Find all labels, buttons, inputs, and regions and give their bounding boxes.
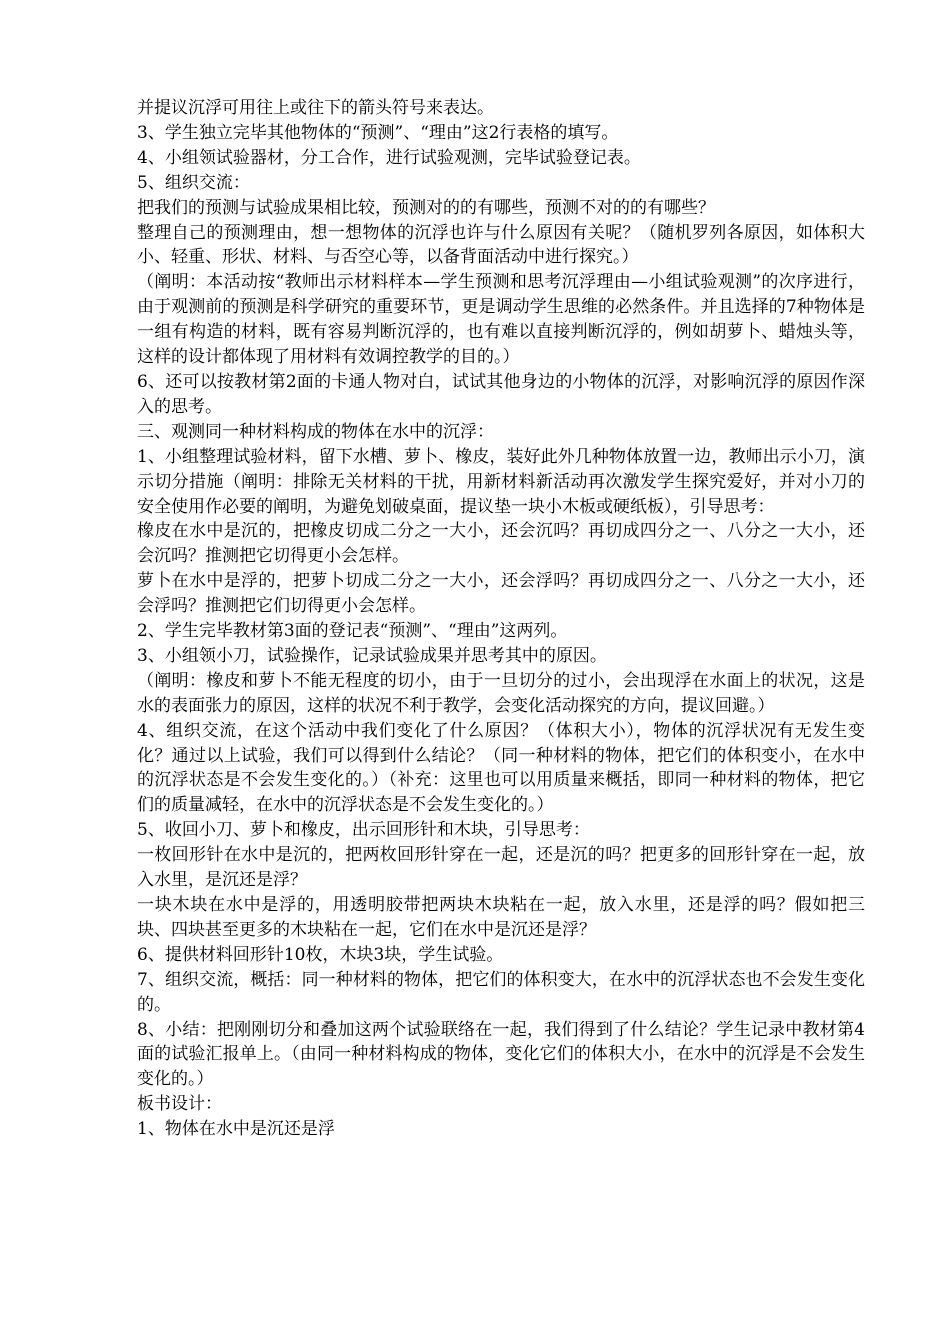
paragraph-section3-step-3: 3、小组领小刀，试验操作，记录试验成果并思考其中的原因。 bbox=[137, 645, 607, 666]
paragraph-step-5: 5、组织交流： bbox=[137, 172, 250, 193]
paragraph-step-4: 4、小组领试验器材，分工合作，进行试验观测，完毕试验登记表。 bbox=[137, 147, 641, 168]
document-body bbox=[137, 96, 865, 1142]
paragraph-section3-step-1: 1、小组整理试验材料，留下水槽、萝卜、橡皮，装好此外几种物体放置一边，教师出示小刀，演示切分措施（阐明：排除无关材料的干扰，用新材料新活动再次激发学生探究爱好，并对小刀的安全使用作必要的阐明，为避免划破桌面，提议垫一块小木板或硬纸板），引导思考： bbox=[137, 446, 865, 517]
paragraph-step-6: 6、还可以按教材第2面的卡通人物对白，试试其他身边的小物体的沉浮，对影响沉浮的原因作深入的思考。 bbox=[137, 371, 865, 417]
paragraph-section3-step-8: 8、小结：把刚刚切分和叠加这两个试验联络在一起，我们得到了什么结论？学生记录中教材第4面的试验汇报单上。（由同一种材料构成的物体，变化它们的体积大小，在水中的沉浮是不会发生变化的。） bbox=[137, 1019, 865, 1090]
paragraph-explanation-1: （阐明：本活动按“教师出示材料样本—学生预测和思考沉浮理由—小组试验观测”的次序进行，由于观测前的预测是科学研究的重要环节，更是调动学生思维的必然条件。并且选择的7种物体是一组有构造的材料，既有容易判断沉浮的，也有难以直接判断沉浮的，例如胡萝卜、蜡烛头等，这样的设计都体现了用材料有效调控教学的目的。） bbox=[137, 272, 865, 368]
paragraph-section3-step-4: 4、组织交流，在这个活动中我们变化了什么原因？（体积大小），物体的沉浮状况有无发生变化？通过以上试验，我们可以得到什么结论？（同一种材料的物体，把它们的体积变小，在水中的沉浮状态是不会发生变化的。）（补充：这里也可以用质量来概括，即同一种材料的物体，把它们的质量减轻，在水中的沉浮状态是不会发生变化的。） bbox=[137, 720, 865, 816]
paragraph-radish: 萝卜在水中是浮的，把萝卜切成二分之一大小，还会浮吗？再切成四分之一、八分之一大小，还会浮吗？推测把它们切得更小会怎样。 bbox=[137, 571, 865, 617]
paragraph-step-3: 3、学生独立完毕其他物体的“预测”、“理由”这2行表格的填写。 bbox=[137, 122, 619, 143]
section-heading-3: 三、观测同一种材料构成的物体在水中的沉浮： bbox=[137, 421, 494, 442]
paragraph-section3-step-5: 5、收回小刀、萝卜和橡皮，出示回形针和木块，引导思考： bbox=[137, 820, 590, 841]
paragraph-eraser: 橡皮在水中是沉的，把橡皮切成二分之一大小，还会沉吗？再切成四分之一、八分之一大小，还会沉吗？推测把它切得更小会怎样。 bbox=[137, 521, 865, 567]
paragraph-compare: 把我们的预测与试验成果相比较，预测对的的有哪些，预测不对的的有哪些？ bbox=[137, 197, 715, 218]
paragraph-arrow-suggestion: 并提议沉浮可用往上或往下的箭头符号来表达。 bbox=[137, 98, 494, 118]
paragraph-section3-step-6: 6、提供材料回形针10枚，木块3块，学生试验。 bbox=[137, 944, 504, 965]
paragraph-woodblock: 一块木块在水中是浮的，用透明胶带把两块木块粘在一起，放入水里，还是浮的吗？假如把三块、四块甚至更多的木块粘在一起，它们在水中是沉还是浮？ bbox=[137, 895, 865, 940]
paragraph-organize-reasons: 整理自己的预测理由，想一想物体的沉浮也许与什么原因有关呢？（随机罗列各原因，如体积大小、轻重、形状、材料、与否空心等，以备背面活动中进行探究。） bbox=[137, 222, 865, 268]
paragraph-section3-step-7: 7、组织交流，概括：同一种材料的物体，把它们的体积变大，在水中的沉浮状态也不会发生变化的。 bbox=[137, 969, 865, 1015]
paragraph-paperclip: 一枚回形针在水中是沉的，把两枚回形针穿在一起，还是沉的吗？把更多的回形针穿在一起，放入水里，是沉还是浮？ bbox=[137, 845, 865, 891]
paragraph-board-design-item-1: 1、物体在水中是沉还是浮 bbox=[137, 1119, 335, 1140]
paragraph-explanation-2: （阐明：橡皮和萝卜不能无程度的切小，由于一旦切分的过小，会出现浮在水面上的状况，这是水的表面张力的原因，这样的状况不利于教学，会变化活动探究的方向，提议回避。） bbox=[137, 670, 865, 716]
paragraph-section3-step-2: 2、学生完毕教材第3面的登记表“预测”、“理由”这两列。 bbox=[137, 621, 568, 642]
paragraph-board-design-heading: 板书设计： bbox=[137, 1094, 222, 1115]
